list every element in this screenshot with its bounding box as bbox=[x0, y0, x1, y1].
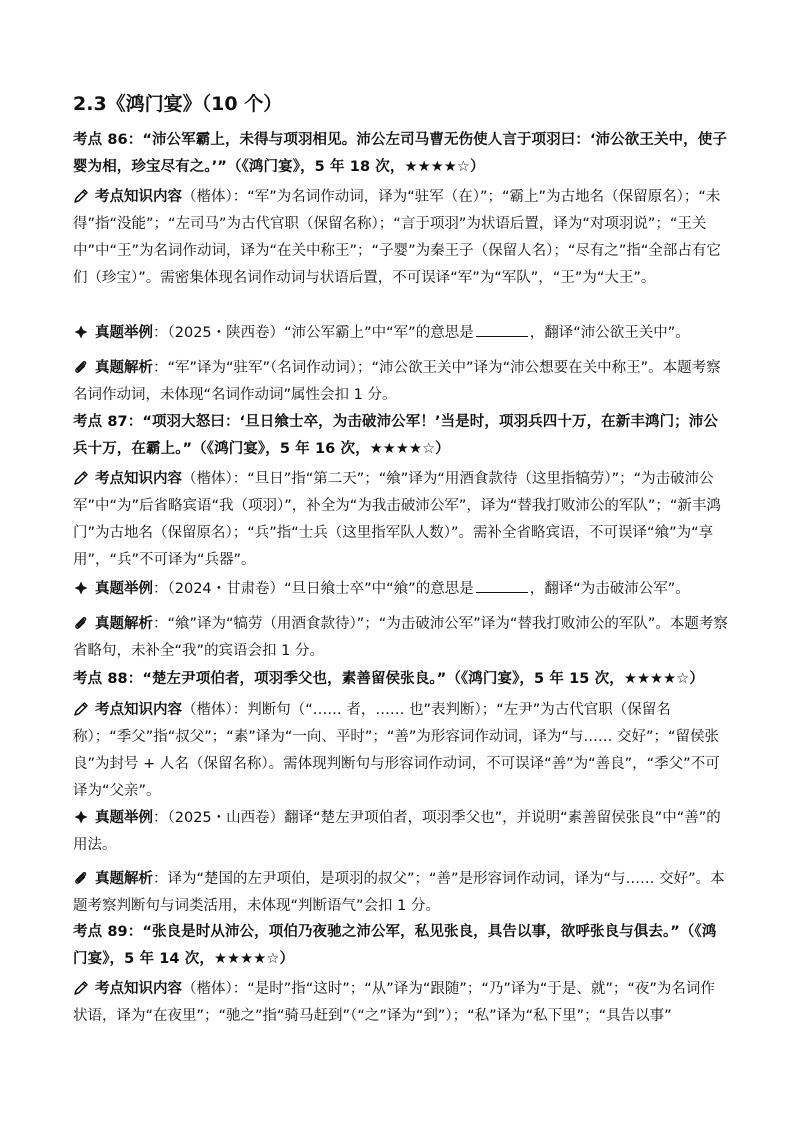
point-87-analysis bbox=[73, 611, 728, 665]
knowledge-label: 考点知识内容 bbox=[95, 981, 182, 997]
analysis-text: ：译为“楚国的左尹项伯，是项羽的叔父”；“善”是形容词作动词，译为“与…… 交好”。本题考察判断句与词类活用，未体现“判断语气”会扣 1 分。 bbox=[73, 871, 725, 914]
diamond-bullet-icon bbox=[73, 809, 89, 825]
point-88-knowledge bbox=[73, 697, 728, 805]
knowledge-text: （楷体）：“军”为名词作动词，译为“驻军（在）”；“霸上”为古地名（保留原名）；“未得”指“没能”；“左司马”为古代官职（保留名称）；“言于项羽”为状语后置，译为“对项羽说”；“王关中”中“王”为名词作动词，译为“在关中称王”；“子婴”为秦王子（保留人名）；“尽有之”指“全部占有它们（珍宝）”。需密集体现名词作动词与状语后置，不可误译“军”为“军队”，“王”为“大王”。 bbox=[73, 189, 721, 286]
example-label: 真题举例 bbox=[95, 810, 153, 826]
paperclip-icon bbox=[73, 359, 89, 375]
point-87-example bbox=[73, 576, 728, 603]
pencil-icon bbox=[73, 188, 89, 204]
knowledge-text: （楷体）：“是时”指“这时”；“从”译为“跟随”；“乃”译为“于是、就”；“夜”为名词作状语，译为“在夜里”；“驰之”指“骑马赶到”（“之”译为“到”）；“私”译为“私下里”；“具告以事” bbox=[73, 981, 715, 1024]
point-86-example bbox=[73, 320, 728, 347]
knowledge-text: （楷体）：“旦日”指“第二天”；“飨”译为“用酒食款待（这里指犒劳）”；“为击破沛公军”中“为”后省略宾语“我（项羽）”，补全为“为我击破沛公军”，译为“替我打败沛公的军队”；“新丰鸿门”为古地名（保留原名）；“兵”指“士兵（这里指军队人数）”。需补全省略宾语，不可误译“飨”为“享用”，“兵”不可译为“兵器”。 bbox=[73, 471, 721, 568]
point-87-knowledge bbox=[73, 466, 728, 574]
example-text: ：（2025・山西卷）翻译“楚左尹项伯者，项羽季父也”，并说明“素善留侯张良”中“善”的用法。 bbox=[73, 810, 721, 853]
example-text-after-blank: ，翻译“为击破沛公军”。 bbox=[529, 581, 690, 597]
knowledge-label: 考点知识内容 bbox=[95, 702, 182, 718]
point-86-knowledge bbox=[73, 184, 728, 292]
point-88-title: 考点 88：“楚左尹项伯者，项羽季父也，素善留侯张良。”（《鸿门宴》，5 年 15 次，★★★★☆） bbox=[73, 671, 704, 687]
example-text-before-blank: ：（2025・陕西卷）“沛公军霸上”中“军”的意思是 bbox=[153, 325, 474, 341]
analysis-label: 真题解析 bbox=[95, 871, 153, 887]
analysis-label: 真题解析 bbox=[95, 360, 153, 376]
point-89-title: 考点 89：“张良是时从沛公，项伯乃夜驰之沛公军，私见张良，具告以事，欲呼张良与俱去。”（《鸿门宴》，5 年 14 次，★★★★☆） bbox=[73, 924, 717, 967]
paperclip-icon bbox=[73, 615, 89, 631]
diamond-bullet-icon bbox=[73, 580, 89, 596]
knowledge-label: 考点知识内容 bbox=[95, 471, 182, 487]
paperclip-icon bbox=[73, 870, 89, 886]
diamond-bullet-icon bbox=[73, 324, 89, 340]
knowledge-text: （楷体）：判断句（“…… 者，…… 也”表判断）；“左尹”为古代官职（保留名称）；“季父”指“叔父”；“素”译为“一向、平时”；“善”为形容词作动词，译为“与…… 交好”；“留侯张良”为封号 + 人名（保留名称）。需体现判断句与形容词作动词，不可误译“善”为“善良”，“季父”不可译为“父亲”。 bbox=[73, 702, 720, 799]
point-88-analysis bbox=[73, 866, 728, 920]
answer-blank bbox=[476, 578, 528, 593]
point-86-analysis bbox=[73, 355, 728, 409]
section-title: 2.3《鸿门宴》（10 个） bbox=[73, 93, 283, 115]
pencil-icon bbox=[73, 470, 89, 486]
example-label: 真题举例 bbox=[95, 581, 153, 597]
point-87-title: 考点 87：“项羽大怒曰：‘旦日飨士卒，为击破沛公军！’当是时，项羽兵四十万，在新丰鸿门；沛公兵十万，在霸上。”（《鸿门宴》，5 年 16 次，★★★★☆） bbox=[73, 414, 718, 457]
analysis-text: ：“飨”译为“犒劳（用酒食款待）”；“为击破沛公军”译为“替我打败沛公的军队”。本题考察省略句，未补全“我”的宾语会扣 1 分。 bbox=[73, 616, 728, 659]
analysis-label: 真题解析 bbox=[95, 616, 153, 632]
knowledge-label: 考点知识内容 bbox=[95, 189, 182, 205]
answer-blank bbox=[476, 322, 528, 337]
point-86-title: 考点 86：“沛公军霸上，未得与项羽相见。沛公左司马曹无伤使人言于项羽曰：‘沛公欲王关中，使子婴为相，珍宝尽有之。’”（《鸿门宴》，5 年 18 次，★★★★☆） bbox=[73, 132, 727, 175]
analysis-text: ：“军”译为“驻军”（名词作动词）；“沛公欲王关中”译为“沛公想要在关中称王”。本题考察名词作动词，未体现“名词作动词”属性会扣 1 分。 bbox=[73, 360, 721, 403]
example-label: 真题举例 bbox=[95, 325, 153, 341]
point-88-example bbox=[73, 805, 728, 859]
point-89-knowledge bbox=[73, 976, 728, 1030]
pencil-icon bbox=[73, 980, 89, 996]
example-text-after-blank: ，翻译“沛公欲王关中”。 bbox=[529, 325, 690, 341]
example-text-before-blank: ：（2024・甘肃卷）“旦日飨士卒”中“飨”的意思是 bbox=[153, 581, 474, 597]
pencil-icon bbox=[73, 701, 89, 717]
